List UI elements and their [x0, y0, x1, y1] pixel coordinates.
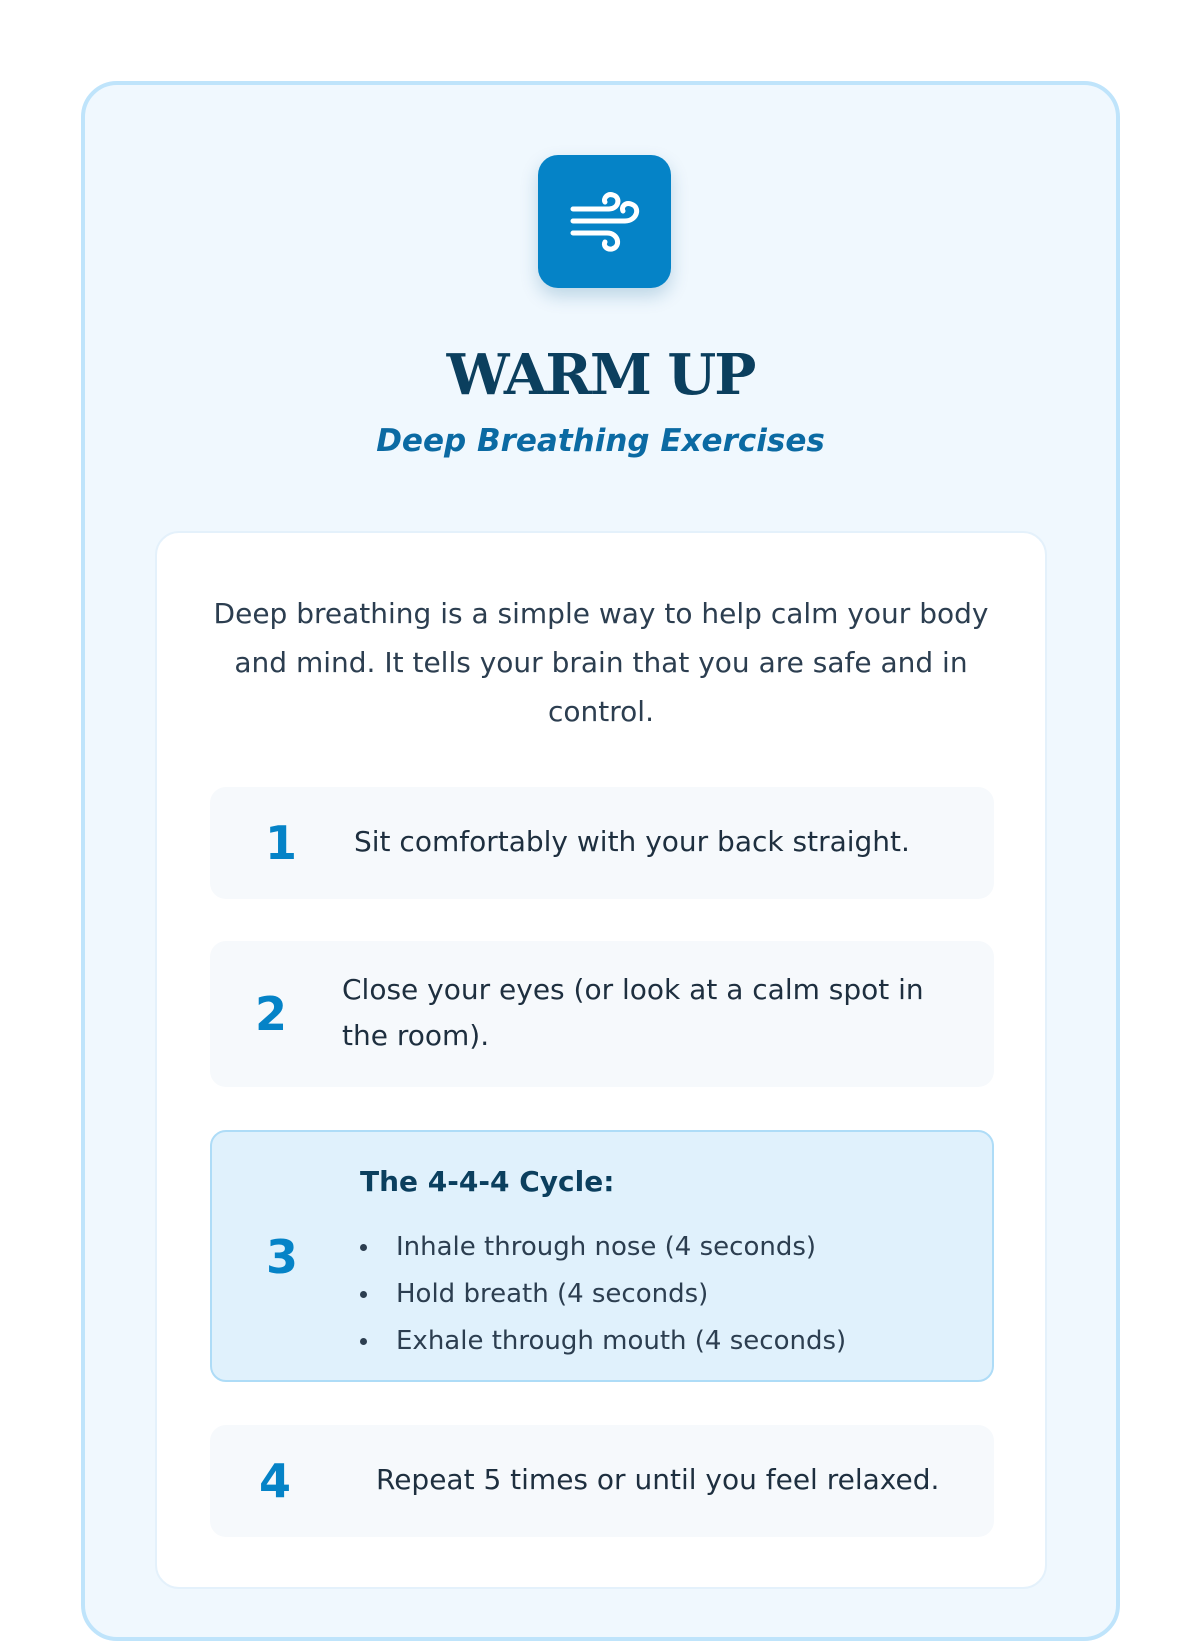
- step-number: 1: [265, 816, 298, 870]
- step-number: 4: [259, 1454, 292, 1508]
- wind-icon: [538, 155, 671, 288]
- step-text: Close your eyes (or look at a calm spot in the room).: [342, 973, 924, 1052]
- cycle-list: [360, 1224, 846, 1365]
- warm-up-card: [81, 81, 1120, 1641]
- step-text: Sit comfortably with your back straight.: [354, 825, 910, 858]
- step-2: [210, 941, 994, 1087]
- intro-text: Deep breathing is a simple way to help calm your body and mind. It tells your brain that you are safe and in control.: [213, 597, 989, 728]
- instructions-panel: [155, 531, 1047, 1589]
- list-item: Exhale through mouth (4 seconds): [360, 1318, 846, 1365]
- page-title: WARM UP: [446, 342, 755, 408]
- cycle-title: The 4-4-4 Cycle:: [360, 1165, 615, 1198]
- page-subtitle: Deep Breathing Exercises: [376, 423, 825, 459]
- list-item: Hold breath (4 seconds): [360, 1271, 846, 1318]
- step-1: [210, 787, 994, 899]
- list-item: Inhale through nose (4 seconds): [360, 1224, 846, 1271]
- step-3-cycle: [210, 1130, 994, 1382]
- step-number: 3: [266, 1230, 299, 1284]
- step-4: [210, 1425, 994, 1537]
- step-number: 2: [255, 987, 288, 1041]
- step-text: Repeat 5 times or until you feel relaxed.: [376, 1463, 940, 1496]
